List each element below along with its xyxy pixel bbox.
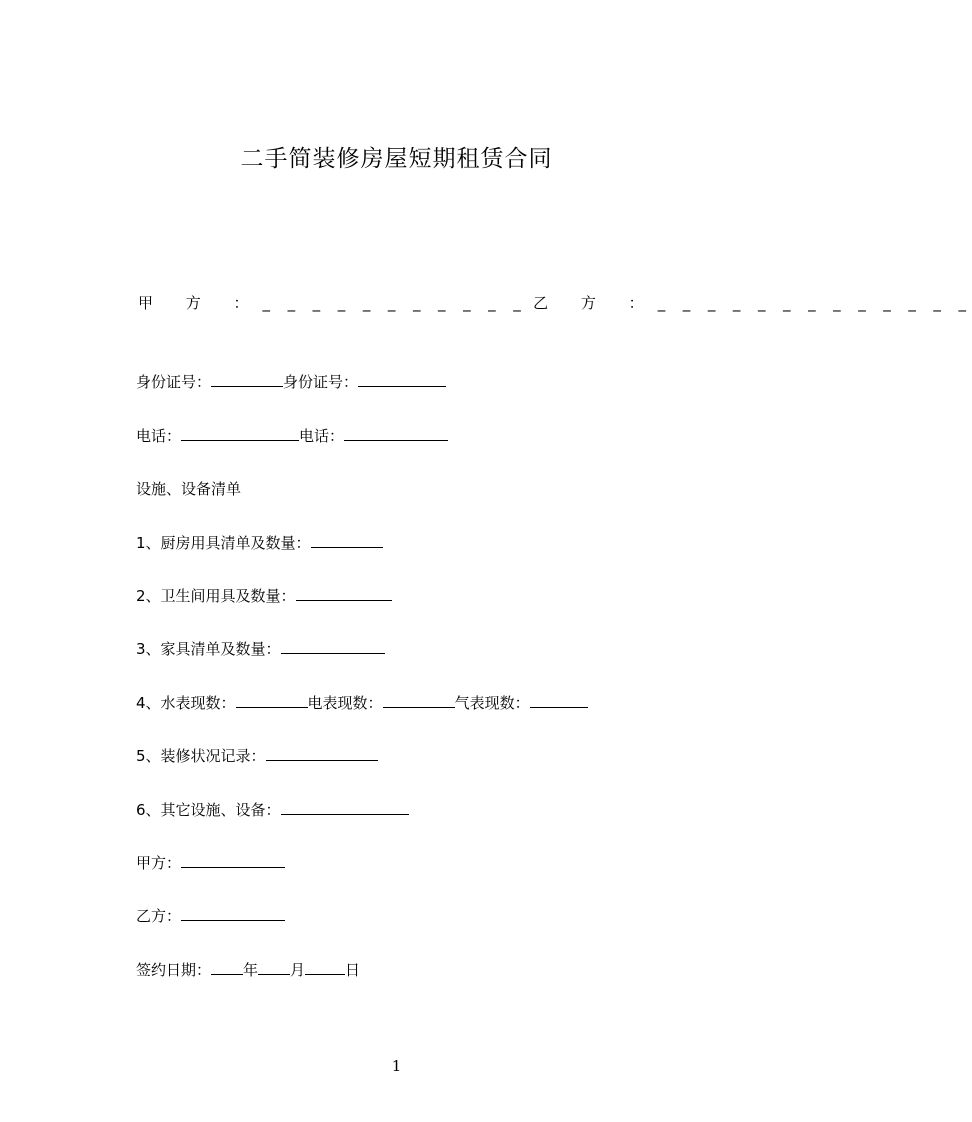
- signing-date-line: [136, 959, 360, 980]
- bathroom-blank[interactable]: [296, 585, 392, 601]
- id-label-b: 身份证号：: [283, 373, 359, 391]
- id-blank-a[interactable]: [211, 371, 283, 387]
- party-b-signature-blank[interactable]: [181, 905, 285, 921]
- year-blank[interactable]: [211, 959, 243, 975]
- year-unit: 年: [243, 961, 259, 979]
- kitchen-item-line: [136, 532, 383, 553]
- kitchen-blank[interactable]: [311, 532, 383, 548]
- party-a-signature-line: [136, 852, 285, 873]
- id-blank-b[interactable]: [358, 371, 446, 387]
- party-b-label: 乙 方 ：: [533, 294, 658, 312]
- facilities-heading: 设施、设备清单: [136, 480, 242, 498]
- phone-line: [136, 425, 448, 446]
- gas-meter-label: 气表现数：: [454, 694, 530, 712]
- day-blank[interactable]: [305, 959, 345, 975]
- id-label-a: 身份证号：: [136, 373, 212, 391]
- phone-blank-b[interactable]: [344, 425, 448, 441]
- water-meter-label: 4、水表现数：: [136, 694, 236, 712]
- other-item-line: [136, 799, 409, 820]
- phone-label-b: 电话：: [299, 427, 345, 445]
- decoration-item-line: [136, 745, 378, 766]
- party-a-signature-blank[interactable]: [181, 852, 285, 868]
- meters-item-line: [136, 692, 588, 713]
- other-blank[interactable]: [281, 799, 409, 815]
- phone-blank-a[interactable]: [181, 425, 299, 441]
- decoration-blank[interactable]: [266, 745, 378, 761]
- kitchen-label: 1、厨房用具清单及数量：: [136, 534, 311, 552]
- phone-label-a: 电话：: [136, 427, 182, 445]
- parties-line: [138, 293, 972, 313]
- party-b-signature-label: 乙方：: [136, 907, 182, 925]
- date-label: 签约日期：: [136, 961, 212, 979]
- document-title: 二手简装修房屋短期租赁合同: [240, 146, 553, 172]
- party-a-dashes: _ _ _ _ _ _ _ _ _ _ _: [262, 294, 528, 312]
- decoration-label: 5、装修状况记录：: [136, 747, 266, 765]
- day-unit: 日: [345, 961, 361, 979]
- party-b-dashes: _ _ _ _ _ _ _ _ _ _ _ _ _: [657, 294, 972, 312]
- other-label: 6、其它设施、设备：: [136, 801, 281, 819]
- water-meter-blank[interactable]: [236, 692, 308, 708]
- furniture-item-line: [136, 638, 385, 659]
- id-number-line: [136, 371, 446, 392]
- bathroom-label: 2、卫生间用具及数量：: [136, 587, 296, 605]
- party-a-signature-label: 甲方：: [136, 854, 182, 872]
- gas-meter-blank[interactable]: [530, 692, 588, 708]
- electric-meter-label: 电表现数：: [307, 694, 383, 712]
- bathroom-item-line: [136, 585, 392, 606]
- party-a-label: 甲 方 ：: [138, 294, 263, 312]
- electric-meter-blank[interactable]: [383, 692, 455, 708]
- party-b-signature-line: [136, 905, 285, 926]
- month-blank[interactable]: [258, 959, 290, 975]
- furniture-label: 3、家具清单及数量：: [136, 640, 281, 658]
- furniture-blank[interactable]: [281, 638, 385, 654]
- page-number: 1: [391, 1057, 402, 1075]
- month-unit: 月: [290, 961, 306, 979]
